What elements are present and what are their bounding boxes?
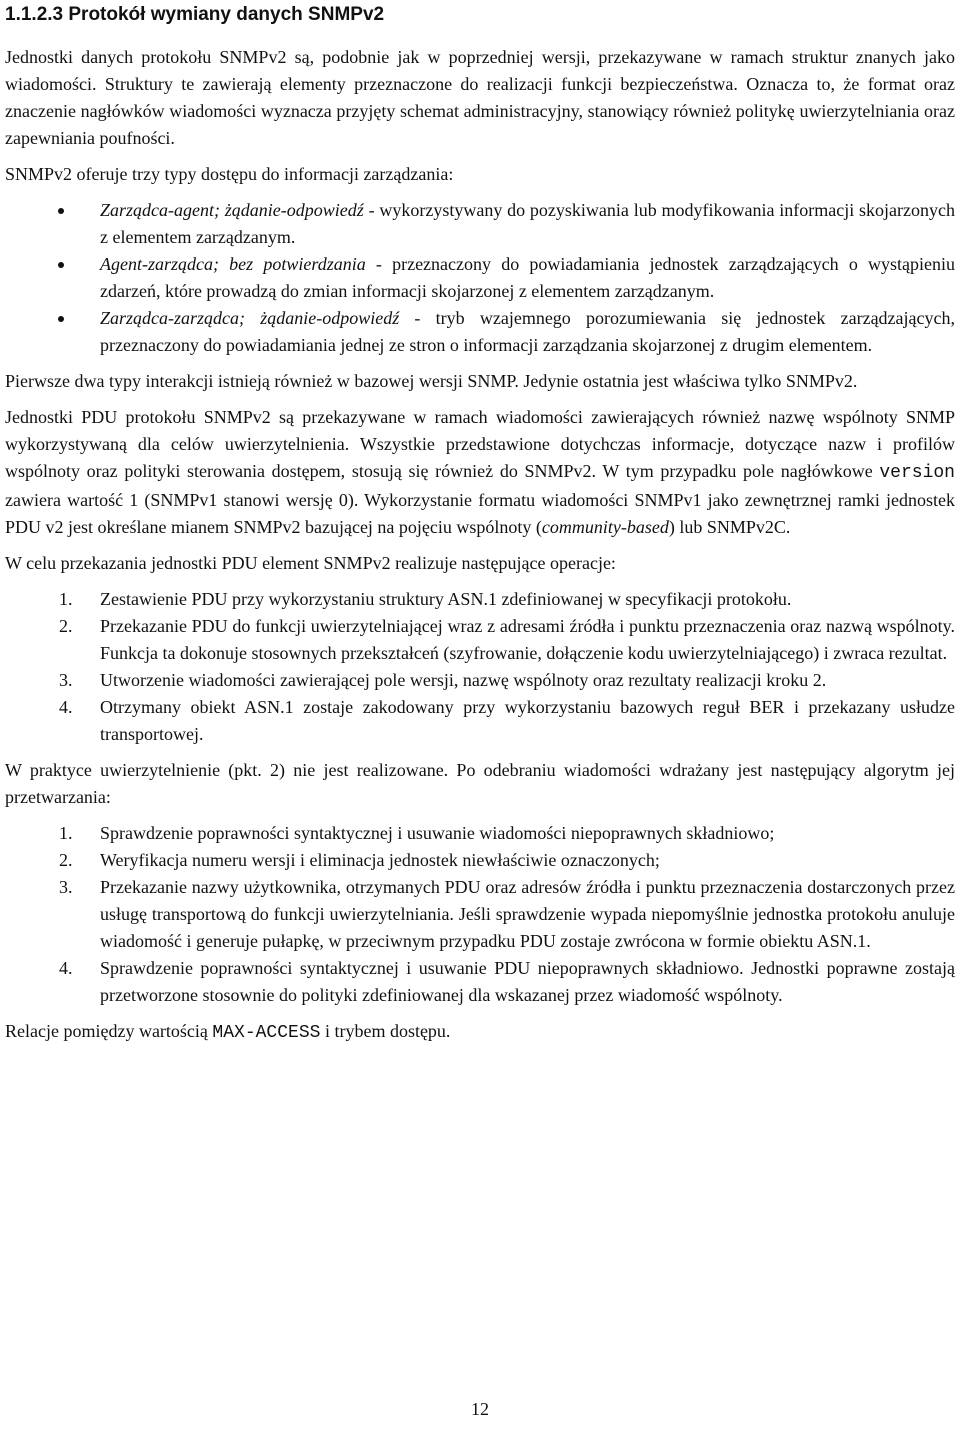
max-access-line-part-b: i trybem dostępu. (320, 1021, 451, 1041)
step-text: Zestawienie PDU przy wykorzystaniu struktury ASN.1 zdefiniowanej w specyfikacji protokołu. (100, 589, 792, 609)
bullet-icon (58, 262, 64, 268)
list-item (5, 820, 955, 847)
send-operations-list (5, 586, 955, 748)
step-text: Utworzenie wiadomości zawierającej pole wersji, nazwę wspólnoty oraz rezultaty realizacji kroku 2. (100, 670, 827, 690)
list-item (5, 197, 955, 251)
access-type-term: Zarządca-zarządca; żądanie-odpowiedź (100, 308, 400, 328)
list-item (5, 694, 955, 748)
pdu-paragraph (5, 404, 955, 541)
step-text: Otrzymany obiekt ASN.1 zostaje zakodowany przy wykorzystaniu bazowych reguł BER i przekazany usłudze transportowej. (100, 697, 955, 744)
step-text: Sprawdzenie poprawności syntaktycznej i usuwanie PDU niepoprawnych składniowo. Jednostki poprawne zostają przetworzone stosownie do polityki zdefiniowanej dla wskazanej przez wiadomość wspólnoty. (100, 958, 955, 1005)
list-item (5, 251, 955, 305)
pdu-paragraph-part-c: ) lub SNMPv2C. (668, 517, 791, 537)
page-number: 12 (471, 1399, 489, 1419)
step-text: Przekazanie nazwy użytkownika, otrzymanych PDU oraz adresów źródła i punktu przeznaczenia dostarczonych przez usługę transportową do funkcji uwierzytelniania. Jeśli sprawdzenie wypada niepomyślnie jednostka protokołu anuluje wiadomość i generuje pułapkę, w przeciwnym przypadku PDU zostaje zwrócona w formie obiektu ASN.1. (100, 877, 955, 951)
list-item (5, 305, 955, 359)
intro-paragraph: Jednostki danych protokołu SNMPv2 są, podobnie jak w poprzedniej wersji, przekazywane w ramach struktur znanych jako wiadomości. Struktury te zawierają elementy przeznaczone do realizacji funkcji bezpieczeństwa. Oznacza to, że format oraz znaczenie nagłówków wiadomości wyznacza przyjęty schemat administracyjny, stanowiący również politykę uwierzytelniania oraz zapewniania poufności. (5, 47, 955, 148)
interaction-paragraph: Pierwsze dwa typy interakcji istnieją również w bazowej wersji SNMP. Jedynie ostatnia jest właściwa tylko SNMPv2. (5, 371, 858, 391)
step-number: 3. (59, 877, 73, 897)
access-type-description: - wykorzystywany do pozyskiwania lub modyfikowania informacji skojarzonych z elementem zarządzanym. (100, 200, 956, 247)
pdu-paragraph-part-a: Jednostki PDU protokołu SNMPv2 są przekazywane w ramach wiadomości zawierających również nazwę wspólnoty SNMP wykorzystywaną dla celów uwierzytelnienia. Wszystkie przedstawione dotychczas informacje, dotyczące nazw i profilów wspólnoty oraz polityki sterowania dostępem, stosują się również do SNMPv2. W tym przypadku pole nagłówkowe (5, 407, 955, 481)
version-field-code: version (879, 463, 955, 483)
step-number: 2. (59, 850, 73, 870)
list-item (5, 667, 955, 694)
access-type-description: - tryb wzajemnego porozumiewania się jednostek zarządzających, przeznaczony do powiadamiania jednej ze stron o informacji zarządzania skojarzonej z drugim elementem. (100, 308, 956, 355)
step-text: Sprawdzenie poprawności syntaktycznej i usuwanie wiadomości niepoprawnych składniowo; (100, 823, 775, 843)
access-type-term: Agent-zarządca; bez potwierdzania (100, 254, 366, 274)
step-text: Weryfikacja numeru wersji i eliminacja jednostek niewłaściwie oznaczonych; (100, 850, 660, 870)
list-item (5, 613, 955, 667)
step-number: 4. (59, 958, 73, 978)
step-number: 2. (59, 616, 73, 636)
max-access-line (5, 1018, 955, 1047)
step-number: 1. (59, 589, 73, 609)
access-type-description: - przeznaczony do powiadamiania jednostek zarządzających o wystąpieniu zdarzeń, które prowadzą do zmian informacji skojarzonej z elementem zarządzanym. (100, 254, 955, 301)
list-item (5, 874, 955, 955)
list-item (5, 586, 955, 613)
max-access-line-part-a: Relacje pomiędzy wartością (5, 1021, 213, 1041)
step-number: 1. (59, 823, 73, 843)
processing-intro: W praktyce uwierzytelnienie (pkt. 2) nie jest realizowane. Po odebraniu wiadomości wdrażany jest następujący algorytm jej przetwarzania: (5, 760, 955, 807)
list-item (5, 847, 955, 874)
max-access-code: MAX-ACCESS (212, 1023, 321, 1043)
bullet-icon (58, 208, 64, 214)
bullet-icon (58, 316, 64, 322)
access-types-intro: SNMPv2 oferuje trzy typy dostępu do informacji zarządzania: (5, 164, 454, 184)
pdu-paragraph-part-b: zawiera wartość 1 (SNMPv1 stanowi wersję 0). Wykorzystanie formatu wiadomości SNMPv1 jako zewnętrznej ramki jednostek PDU v2 jest określane mianem SNMPv2 bazującej na pojęciu wspólnoty ( (5, 490, 955, 537)
list-item (5, 955, 955, 1009)
section-heading: 1.1.2.3 Protokół wymiany danych SNMPv2 (5, 4, 385, 25)
operations-intro: W celu przekazania jednostki PDU element SNMPv2 realizuje następujące operacje: (5, 553, 616, 573)
step-number: 3. (59, 670, 73, 690)
access-type-term: Zarządca-agent; żądanie-odpowiedź (100, 200, 364, 220)
step-text: Przekazanie PDU do funkcji uwierzytelniającej wraz z adresami źródła i punktu przeznaczenia oraz nazwą wspólnoty. Funkcja ta dokonuje stosownych przekształceń (szyfrowanie, dołączenie kodu uwierzytelniającego) i zwraca rezultat. (100, 616, 955, 663)
access-types-list (5, 197, 955, 359)
community-based-term: community-based (541, 517, 669, 537)
step-number: 4. (59, 697, 73, 717)
receive-algorithm-list (5, 820, 955, 1009)
